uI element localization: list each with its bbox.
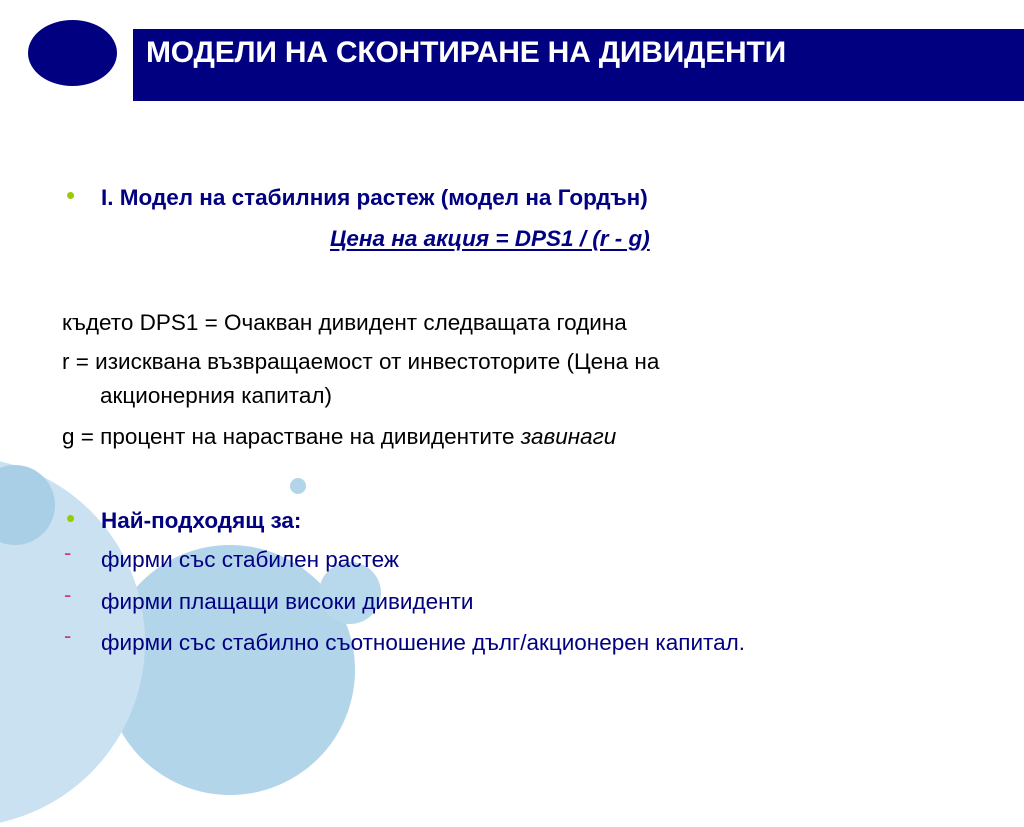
header-oval (28, 20, 117, 86)
slide-title: МОДЕЛИ НА СКОНТИРАНЕ НА ДИВИДЕНТИ (146, 36, 786, 69)
definition-dps: където DPS1 = Очакван дивидент следващата година (62, 310, 627, 335)
dash-marker: - (64, 582, 72, 607)
bullet-marker: • (66, 503, 76, 533)
gordon-formula: Цена на акция = DPS1 / (r - g) (330, 226, 650, 251)
definition-g (62, 424, 616, 450)
definition-r-line2: акционерния капитал) (100, 383, 332, 408)
best-for-heading: Най-подходящ за: (101, 508, 302, 533)
best-for-item: фирми плащащи високи дивиденти (101, 589, 474, 614)
dash-marker: - (64, 540, 72, 565)
dash-marker: - (64, 623, 72, 648)
definition-r-line1: r = изисквана възвращаемост от инвестоторите (Цена на (62, 349, 660, 374)
bullet-marker: • (66, 180, 76, 210)
decorative-circle-small (290, 478, 306, 494)
best-for-item: фирми със стабилен растеж (101, 547, 399, 572)
model-heading: I. Модел на стабилния растеж (модел на Гордън) (101, 185, 648, 210)
best-for-item: фирми със стабилно съотношение дълг/акционерен капитал. (101, 630, 745, 655)
definition-g-italic: завинаги (520, 424, 617, 449)
definition-g-text: g = процент на нарастване на дивидентите (62, 424, 521, 449)
